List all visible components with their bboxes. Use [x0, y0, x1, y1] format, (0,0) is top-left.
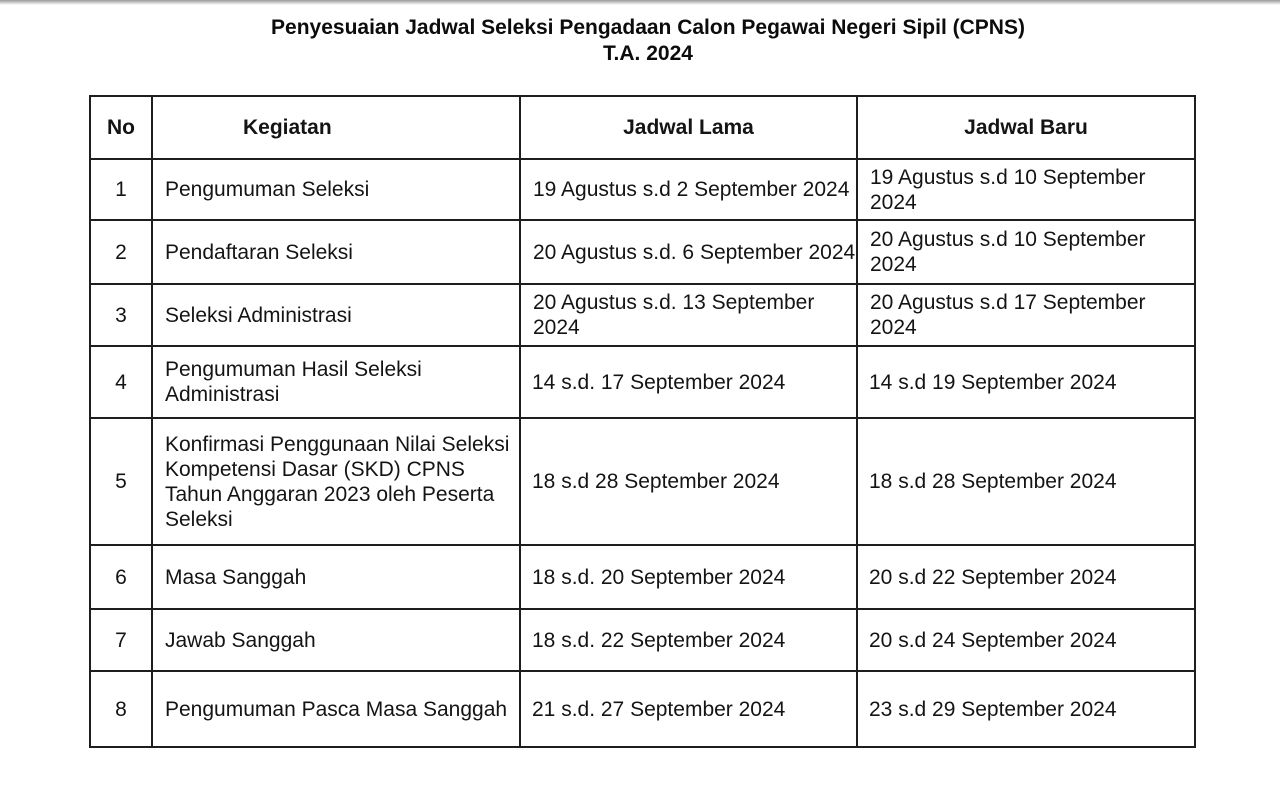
row-jadwal-lama: 14 s.d. 17 September 2024 — [520, 346, 857, 418]
title-line-1: Penyesuaian Jadwal Seleksi Pengadaan Calon Pegawai Negeri Sipil (CPNS) — [271, 16, 1025, 39]
row-kegiatan: Seleksi Administrasi — [152, 284, 520, 346]
row-kegiatan: Konfirmasi Penggunaan Nilai Seleksi Kompetensi Dasar (SKD) CPNS Tahun Anggaran 2023 oleh Peserta Seleksi — [152, 418, 520, 545]
row-no: 7 — [90, 609, 152, 671]
row-jadwal-lama: 20 Agustus s.d. 6 September 2024 — [520, 220, 857, 284]
row-jadwal-baru: 18 s.d 28 September 2024 — [857, 418, 1195, 545]
row-kegiatan: Pengumuman Hasil Seleksi Administrasi — [152, 346, 520, 418]
table-row — [90, 346, 1195, 418]
table-row — [90, 220, 1195, 284]
table-row — [90, 418, 1195, 545]
header-jadwal-baru: Jadwal Baru — [857, 96, 1195, 159]
row-jadwal-lama: 18 s.d. 20 September 2024 — [520, 545, 857, 609]
row-jadwal-lama: 18 s.d 28 September 2024 — [520, 418, 857, 545]
table-row — [90, 159, 1195, 220]
row-no: 2 — [90, 220, 152, 284]
row-no: 1 — [90, 159, 152, 220]
document-title — [0, 15, 1280, 67]
row-no: 8 — [90, 671, 152, 747]
table-header-row — [90, 96, 1195, 159]
header-no: No — [90, 96, 152, 159]
row-no: 4 — [90, 346, 152, 418]
row-jadwal-baru: 19 Agustus s.d 10 September 2024 — [857, 159, 1195, 220]
row-jadwal-baru: 20 s.d 24 September 2024 — [857, 609, 1195, 671]
row-jadwal-baru: 20 Agustus s.d 10 September 2024 — [857, 220, 1195, 284]
row-jadwal-lama: 21 s.d. 27 September 2024 — [520, 671, 857, 747]
table-row — [90, 671, 1195, 747]
title-line-2: T.A. 2024 — [603, 42, 693, 65]
row-jadwal-lama: 20 Agustus s.d. 13 September 2024 — [520, 284, 857, 346]
table-row — [90, 609, 1195, 671]
row-jadwal-baru: 20 s.d 22 September 2024 — [857, 545, 1195, 609]
table-row — [90, 284, 1195, 346]
header-kegiatan: Kegiatan — [152, 96, 520, 159]
row-no: 5 — [90, 418, 152, 545]
row-no: 3 — [90, 284, 152, 346]
schedule-table — [89, 95, 1196, 748]
row-jadwal-baru: 14 s.d 19 September 2024 — [857, 346, 1195, 418]
row-jadwal-baru: 23 s.d 29 September 2024 — [857, 671, 1195, 747]
table-row — [90, 545, 1195, 609]
row-kegiatan: Jawab Sanggah — [152, 609, 520, 671]
row-kegiatan: Pengumuman Pasca Masa Sanggah — [152, 671, 520, 747]
row-jadwal-lama: 19 Agustus s.d 2 September 2024 — [520, 159, 857, 220]
row-kegiatan: Pendaftaran Seleksi — [152, 220, 520, 284]
header-jadwal-lama: Jadwal Lama — [520, 96, 857, 159]
row-kegiatan: Masa Sanggah — [152, 545, 520, 609]
window-top-shadow — [0, 0, 1280, 5]
row-no: 6 — [90, 545, 152, 609]
row-jadwal-lama: 18 s.d. 22 September 2024 — [520, 609, 857, 671]
row-jadwal-baru: 20 Agustus s.d 17 September 2024 — [857, 284, 1195, 346]
row-kegiatan: Pengumuman Seleksi — [152, 159, 520, 220]
